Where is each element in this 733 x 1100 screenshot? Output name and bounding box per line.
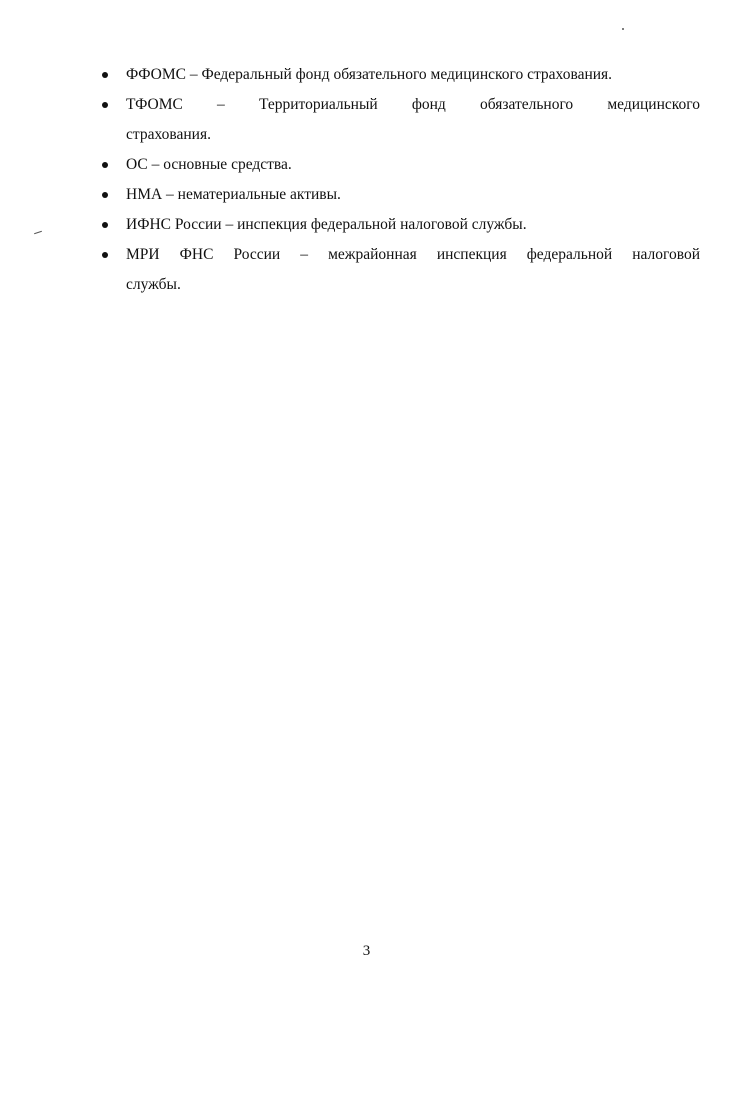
list-item-text-continuation: службы. xyxy=(126,276,181,293)
scan-speck xyxy=(622,28,624,30)
list-item xyxy=(100,60,700,90)
list-item-text: ФФОМС – Федеральный фонд обязательного медицинского страхования. xyxy=(126,66,613,83)
list-item-text: НМА – нематериальные активы. xyxy=(126,186,341,203)
list-item-text: ИФНС России – инспекция федеральной налоговой службы. xyxy=(126,216,527,233)
bullet-icon xyxy=(102,252,108,258)
list-item-text: ОС – основные средства. xyxy=(126,156,292,173)
bullet-icon xyxy=(102,102,108,108)
abbreviation-list xyxy=(100,60,700,300)
list-item xyxy=(100,150,700,180)
bullet-icon xyxy=(102,72,108,78)
list-item xyxy=(100,180,700,210)
list-item-text: МРИ ФНС России – межрайонная инспекция федеральной налоговой xyxy=(126,246,700,263)
scan-mark xyxy=(34,231,42,234)
bullet-icon xyxy=(102,192,108,198)
bullet-icon xyxy=(102,222,108,228)
list-item-text-continuation: страхования. xyxy=(126,126,211,143)
page-number: 3 xyxy=(362,943,371,959)
list-item xyxy=(100,210,700,240)
list-item xyxy=(100,90,700,150)
list-item xyxy=(100,240,700,300)
bullet-icon xyxy=(102,162,108,168)
list-item-text: ТФОМС – Территориальный фонд обязательного медицинского xyxy=(126,96,700,113)
